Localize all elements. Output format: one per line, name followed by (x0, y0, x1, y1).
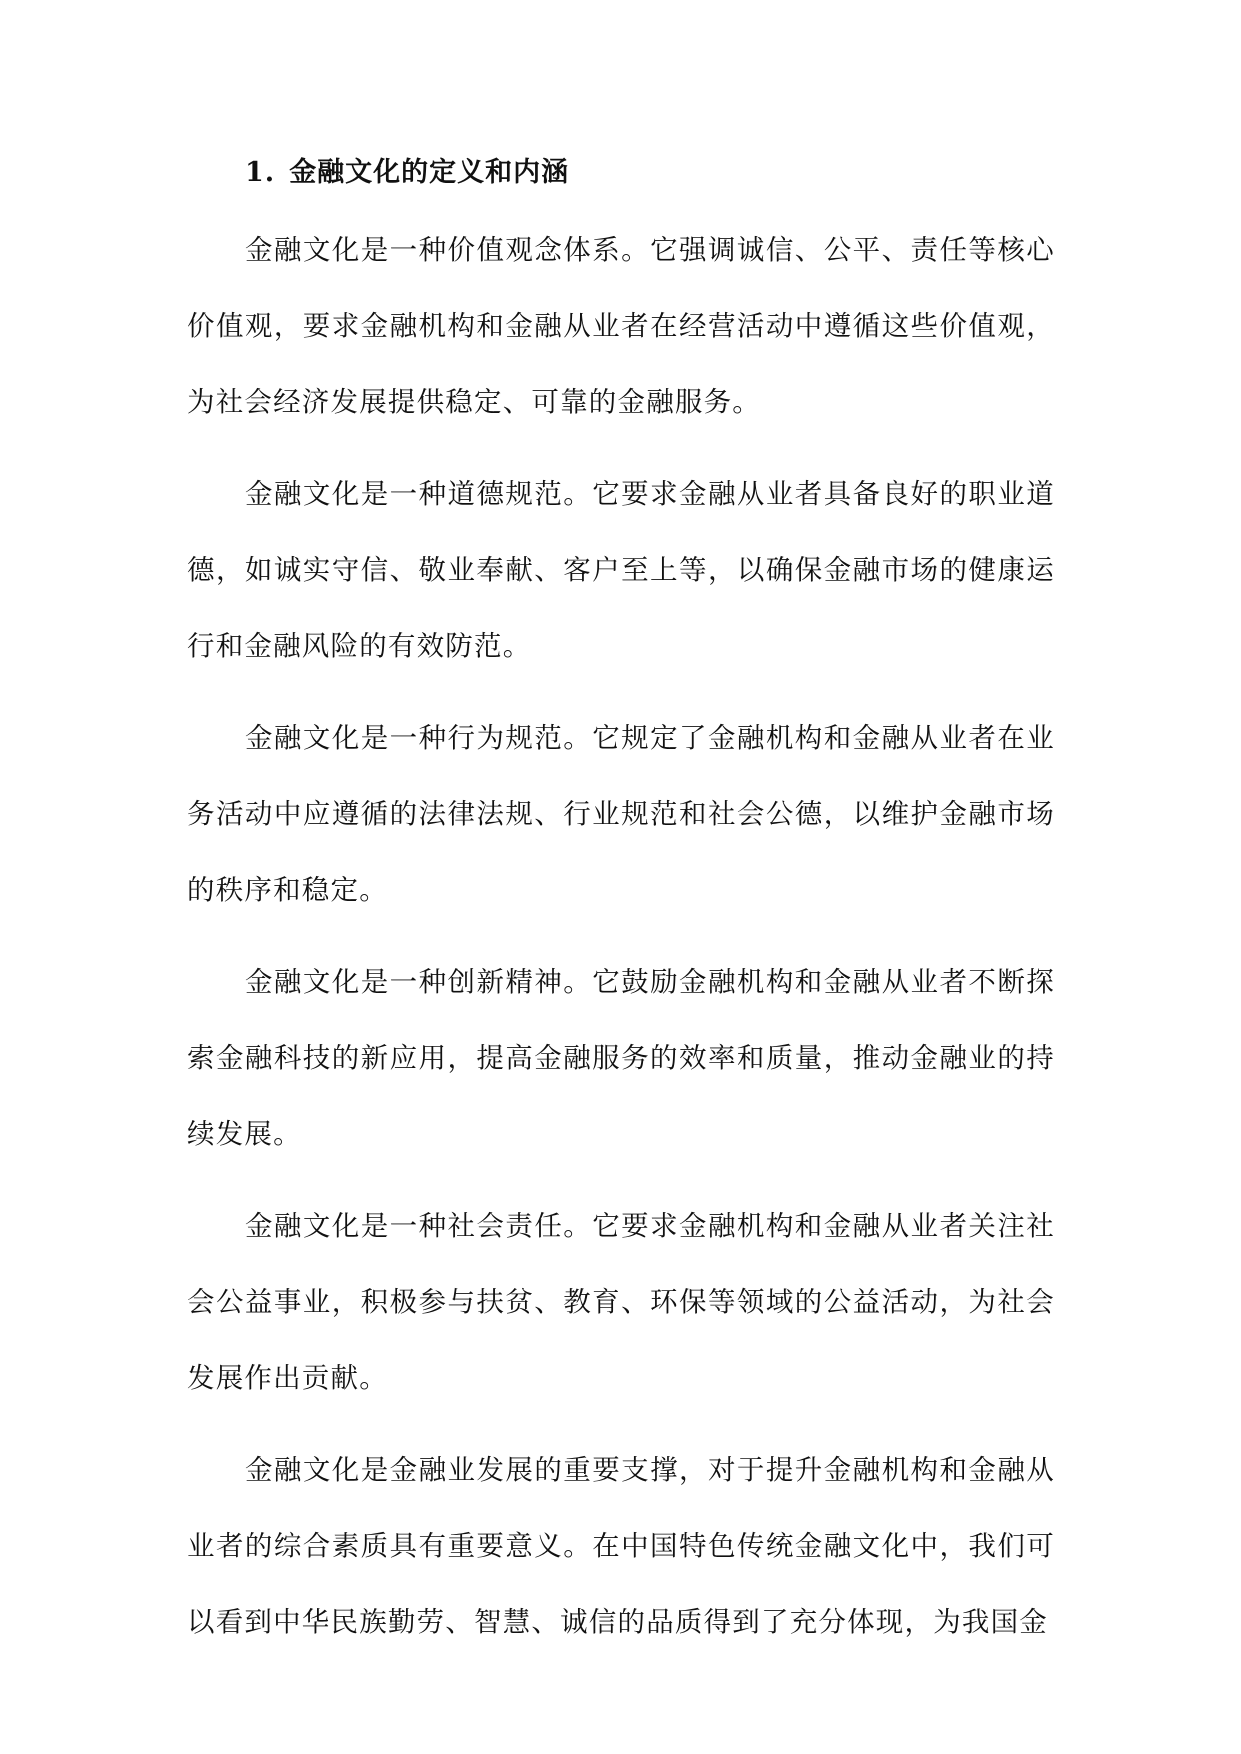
paragraph-behavior-norm: 金融文化是一种行为规范。它规定了金融机构和金融从业者在业务活动中应遵循的法律法规、行业规范和社会公德，以维护金融市场的秩序和稳定。 (187, 722, 1055, 906)
document-body (187, 148, 1055, 1660)
paragraph-importance: 金融文化是金融业发展的重要支撑，对于提升金融机构和金融从业者的综合素质具有重要意义。在中国特色传统金融文化中，我们可以看到中华民族勤劳、智慧、诚信的品质得到了充分体现，为我国金 (187, 1454, 1055, 1638)
paragraph-innovation-spirit: 金融文化是一种创新精神。它鼓励金融机构和金融从业者不断探索金融科技的新应用，提高金融服务的效率和质量，推动金融业的持续发展。 (187, 966, 1055, 1150)
paragraph-value-system: 金融文化是一种价值观念体系。它强调诚信、公平、责任等核心价值观，要求金融机构和金融从业者在经营活动中遵循这些价值观，为社会经济发展提供稳定、可靠的金融服务。 (187, 234, 1055, 418)
paragraph-moral-norm: 金融文化是一种道德规范。它要求金融从业者具备良好的职业道德，如诚实守信、敬业奉献、客户至上等，以确保金融市场的健康运行和金融风险的有效防范。 (187, 478, 1055, 662)
section-number: 1. (245, 157, 276, 188)
section-title: 金融文化的定义和内涵 (289, 157, 570, 188)
section-heading (187, 148, 1055, 198)
paragraph-social-responsibility: 金融文化是一种社会责任。它要求金融机构和金融从业者关注社会公益事业，积极参与扶贫、教育、环保等领域的公益活动，为社会发展作出贡献。 (187, 1210, 1055, 1394)
